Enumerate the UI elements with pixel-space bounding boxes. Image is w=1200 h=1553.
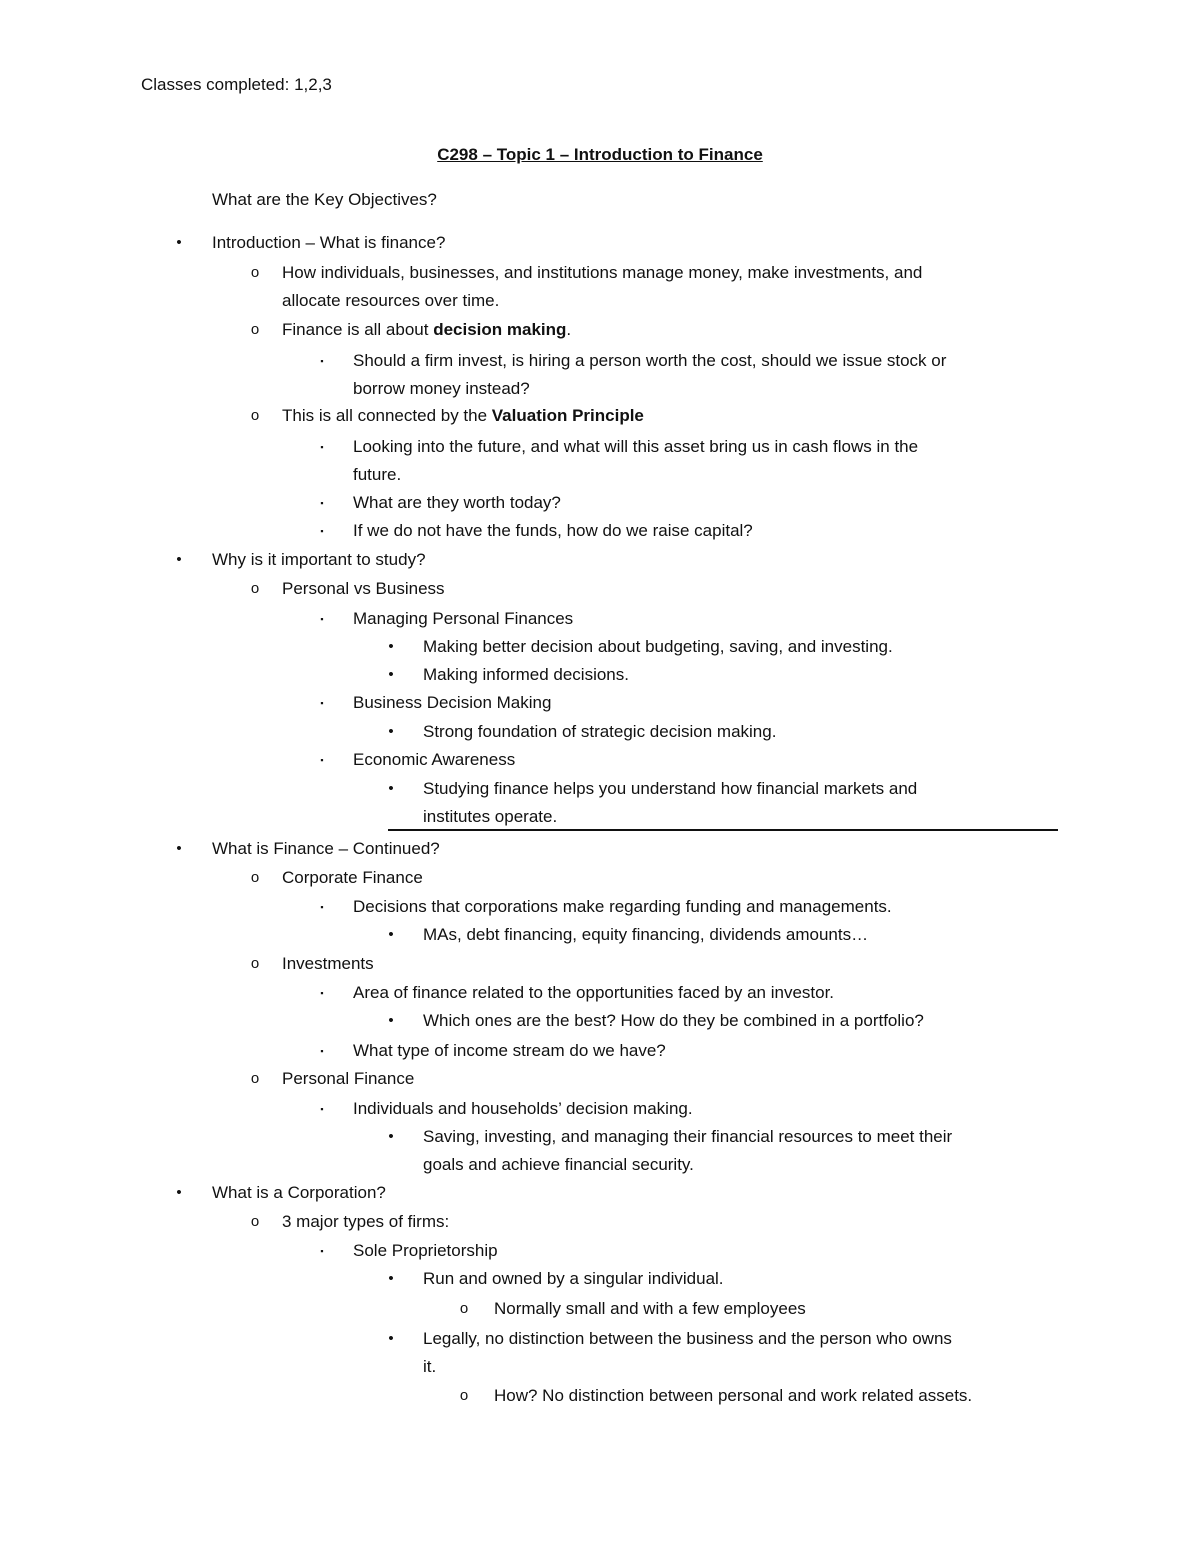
outline-item-text: it.: [423, 1357, 437, 1376]
square-marker: ▪: [320, 614, 324, 624]
outline-item-text: Making better decision about budgeting, saving, and investing.: [423, 637, 893, 656]
circle-marker: o: [250, 869, 260, 886]
outline-item-text: allocate resources over time.: [282, 291, 500, 310]
outline-item-text: Business Decision Making: [353, 693, 552, 712]
outline-item-text: Making informed decisions.: [423, 665, 629, 684]
circle-marker: o: [250, 1070, 260, 1087]
square-marker: ▪: [320, 442, 324, 452]
circle-marker: o: [250, 955, 260, 972]
outline-item-text: Why is it important to study?: [212, 550, 426, 569]
bullet-marker: •: [388, 926, 394, 943]
outline-item-text: Managing Personal Finances: [353, 609, 574, 628]
outline-item-text: Should a firm invest, is hiring a person worth the cost, should we issue stock or: [353, 351, 947, 370]
outline-item-text: Economic Awareness: [353, 750, 516, 769]
square-marker: ▪: [320, 1246, 324, 1256]
square-marker: ▪: [320, 1104, 324, 1114]
bold-term: decision making: [433, 320, 567, 339]
outline-item-text: How? No distinction between personal and work related assets.: [494, 1386, 973, 1405]
text-segment: Finance is all about: [282, 320, 434, 339]
outline-item-text: Personal Finance: [282, 1069, 415, 1088]
outline-item-text: goals and achieve financial security.: [423, 1155, 694, 1174]
square-marker: ▪: [320, 1046, 324, 1056]
outline-item-text: institutes operate.: [423, 807, 558, 826]
outline-item-text: [282, 405, 644, 427]
outline-item-text: Corporate Finance: [282, 868, 423, 887]
outline-item-text: [282, 319, 571, 341]
square-marker: ▪: [320, 698, 324, 708]
key-objectives-question: What are the Key Objectives?: [212, 190, 437, 209]
bullet-marker: •: [176, 234, 182, 251]
outline-item-text: Which ones are the best? How do they be combined in a portfolio?: [423, 1011, 924, 1030]
square-marker: ▪: [320, 988, 324, 998]
outline-item-text: Legally, no distinction between the business and the person who owns: [423, 1329, 952, 1348]
outline-item-text: Studying finance helps you understand how financial markets and: [423, 779, 918, 798]
outline-item-text: Decisions that corporations make regarding funding and managements.: [353, 897, 892, 916]
text-segment: .: [566, 320, 572, 339]
circle-marker: o: [459, 1300, 469, 1317]
bullet-marker: •: [388, 666, 394, 683]
outline-item-text: borrow money instead?: [353, 379, 530, 398]
outline-item-text: Area of finance related to the opportunities faced by an investor.: [353, 983, 835, 1002]
bullet-marker: •: [176, 1184, 182, 1201]
circle-marker: o: [250, 264, 260, 281]
bullet-marker: •: [388, 1012, 394, 1029]
outline-item-text: Individuals and households’ decision making.: [353, 1099, 693, 1118]
outline-item-text: What is Finance – Continued?: [212, 839, 440, 858]
outline-item-text: Strong foundation of strategic decision making.: [423, 722, 777, 741]
circle-marker: o: [250, 1213, 260, 1230]
outline-item-text: future.: [353, 465, 402, 484]
circle-marker: o: [250, 580, 260, 597]
outline-item-text: MAs, debt financing, equity financing, dividends amounts…: [423, 925, 869, 944]
outline-item-text: Looking into the future, and what will this asset bring us in cash flows in the: [353, 437, 919, 456]
bullet-marker: •: [388, 723, 394, 740]
outline-item-text: What are they worth today?: [353, 493, 561, 512]
outline-item-text: Introduction – What is finance?: [212, 233, 446, 252]
outline-item-text: Normally small and with a few employees: [494, 1299, 806, 1318]
horizontal-divider: [388, 829, 1058, 831]
circle-marker: o: [459, 1387, 469, 1404]
outline-item-text: If we do not have the funds, how do we raise capital?: [353, 521, 753, 540]
square-marker: ▪: [320, 498, 324, 508]
outline-item-text: Personal vs Business: [282, 579, 445, 598]
bullet-marker: •: [388, 1270, 394, 1287]
outline-item-text: How individuals, businesses, and institutions manage money, make investments, and: [282, 263, 923, 282]
outline-item-text: Investments: [282, 954, 374, 973]
document-title: C298 – Topic 1 – Introduction to Finance: [437, 145, 763, 164]
outline-item-text: What type of income stream do we have?: [353, 1041, 666, 1060]
square-marker: ▪: [320, 755, 324, 765]
outline-item-text: Run and owned by a singular individual.: [423, 1269, 724, 1288]
square-marker: ▪: [320, 902, 324, 912]
outline-item-text: Sole Proprietorship: [353, 1241, 498, 1260]
classes-completed-header: Classes completed: 1,2,3: [141, 75, 332, 94]
square-marker: ▪: [320, 526, 324, 536]
bullet-marker: •: [388, 1330, 394, 1347]
outline-item-text: 3 major types of firms:: [282, 1212, 450, 1231]
bullet-marker: •: [388, 1128, 394, 1145]
bullet-marker: •: [388, 638, 394, 655]
bullet-marker: •: [176, 840, 182, 857]
outline-item-text: What is a Corporation?: [212, 1183, 386, 1202]
circle-marker: o: [250, 407, 260, 424]
text-segment: This is all connected by the: [282, 406, 492, 425]
square-marker: ▪: [320, 356, 324, 366]
bold-term: Valuation Principle: [491, 406, 644, 425]
circle-marker: o: [250, 321, 260, 338]
outline-item-text: Saving, investing, and managing their financial resources to meet their: [423, 1127, 953, 1146]
bullet-marker: •: [388, 780, 394, 797]
bullet-marker: •: [176, 551, 182, 568]
